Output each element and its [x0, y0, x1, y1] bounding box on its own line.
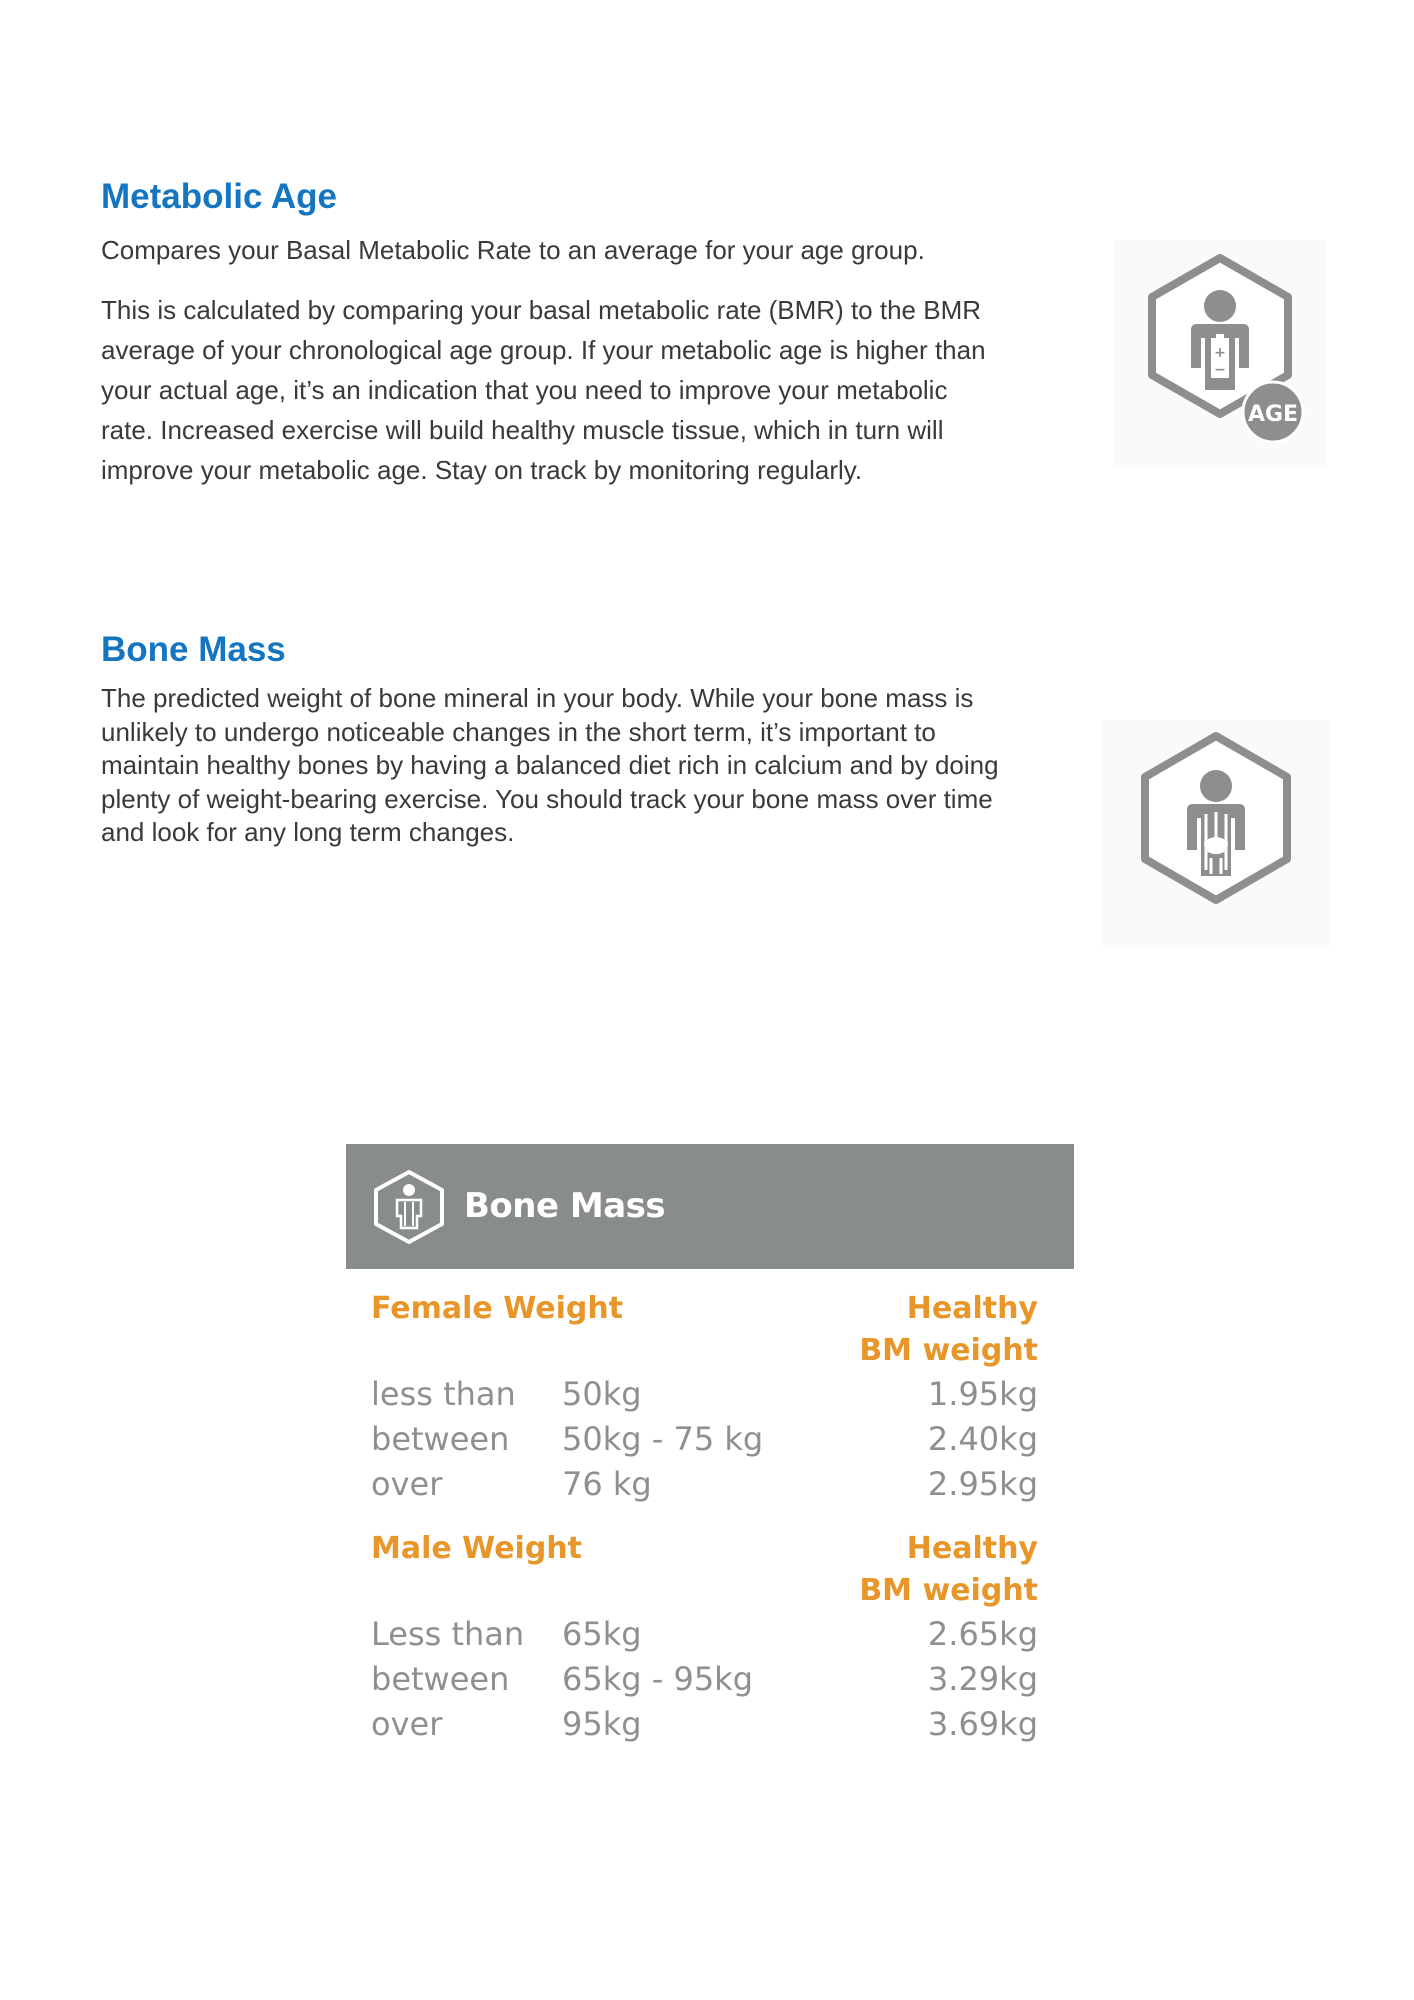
text-line: maintain healthy bones by having a balanced diet rich in calcium and by doing: [101, 750, 999, 780]
female-weight-heading: Female Weight: [371, 1291, 624, 1326]
female-row-2-range: 50kg - 75 kg: [562, 1420, 764, 1458]
male-row-1-qualifier: Less than: [371, 1615, 525, 1653]
svg-text:−: −: [1214, 362, 1226, 378]
text-line: The predicted weight of bone mineral in your body. While your bone mass is: [101, 683, 974, 713]
bone-mass-title: Bone Mass: [101, 630, 286, 669]
text-line: This is calculated by comparing your basal metabolic rate (BMR) to the BMR: [101, 295, 982, 325]
text-line: your actual age, it’s an indication that you need to improve your metabolic: [101, 375, 948, 405]
female-row-3-qualifier: over: [371, 1465, 443, 1503]
healthy-bm-heading: [859, 1288, 1038, 1372]
heading-line: BM weight: [859, 1333, 1038, 1368]
text-line: average of your chronological age group. If your metabolic age is higher than: [101, 335, 986, 365]
heading-line: Healthy: [906, 1531, 1038, 1566]
male-row-1-value: 2.65kg: [927, 1615, 1038, 1653]
female-row-3-range: 76 kg: [562, 1465, 652, 1503]
male-row-2-value: 3.29kg: [927, 1660, 1038, 1698]
age-badge: AGE: [1247, 402, 1299, 427]
female-row-1-range: 50kg: [562, 1375, 642, 1413]
male-row-1-range: 65kg: [562, 1615, 642, 1653]
metabolic-age-intro: Compares your Basal Metabolic Rate to an average for your age group.: [101, 235, 925, 265]
bone-mass-description: [101, 682, 1101, 850]
male-row-3-qualifier: over: [371, 1705, 443, 1743]
female-row-1-qualifier: less than: [371, 1375, 516, 1413]
heading-line: BM weight: [859, 1573, 1038, 1608]
female-row-2-value: 2.40kg: [927, 1420, 1038, 1458]
svg-text:+: +: [1214, 345, 1226, 361]
male-row-3-range: 95kg: [562, 1705, 642, 1743]
female-row-2-qualifier: between: [371, 1420, 510, 1458]
bone-mass-table-title: Bone Mass: [464, 1186, 666, 1226]
male-row-2-qualifier: between: [371, 1660, 510, 1698]
male-weight-heading: Male Weight: [371, 1531, 582, 1566]
heading-line: Healthy: [906, 1291, 1038, 1326]
text-line: unlikely to undergo noticeable changes in the short term, it’s important to: [101, 716, 936, 747]
text-line: and look for any long term changes.: [101, 817, 515, 847]
metabolic-age-title: Metabolic Age: [101, 177, 337, 216]
bone-mass-icon: [1102, 720, 1330, 948]
male-row-3-value: 3.69kg: [927, 1705, 1038, 1743]
healthy-bm-heading: [859, 1528, 1038, 1612]
text-line: improve your metabolic age. Stay on track by monitoring regularly.: [101, 455, 863, 485]
bone-mass-icon: [370, 1168, 448, 1246]
bone-mass-table-header: [346, 1144, 1074, 1269]
text-line: rate. Increased exercise will build healthy muscle tissue, which in turn will: [101, 415, 944, 445]
male-row-2-range: 65kg - 95kg: [562, 1660, 754, 1698]
metabolic-age-description: [101, 290, 1101, 490]
metabolic-age-icon: [1113, 240, 1327, 468]
text-line: plenty of weight-bearing exercise. You should track your bone mass over time: [101, 783, 993, 814]
female-row-1-value: 1.95kg: [927, 1375, 1038, 1413]
bone-mass-table: [346, 1144, 1074, 1744]
female-row-3-value: 2.95kg: [927, 1465, 1038, 1503]
